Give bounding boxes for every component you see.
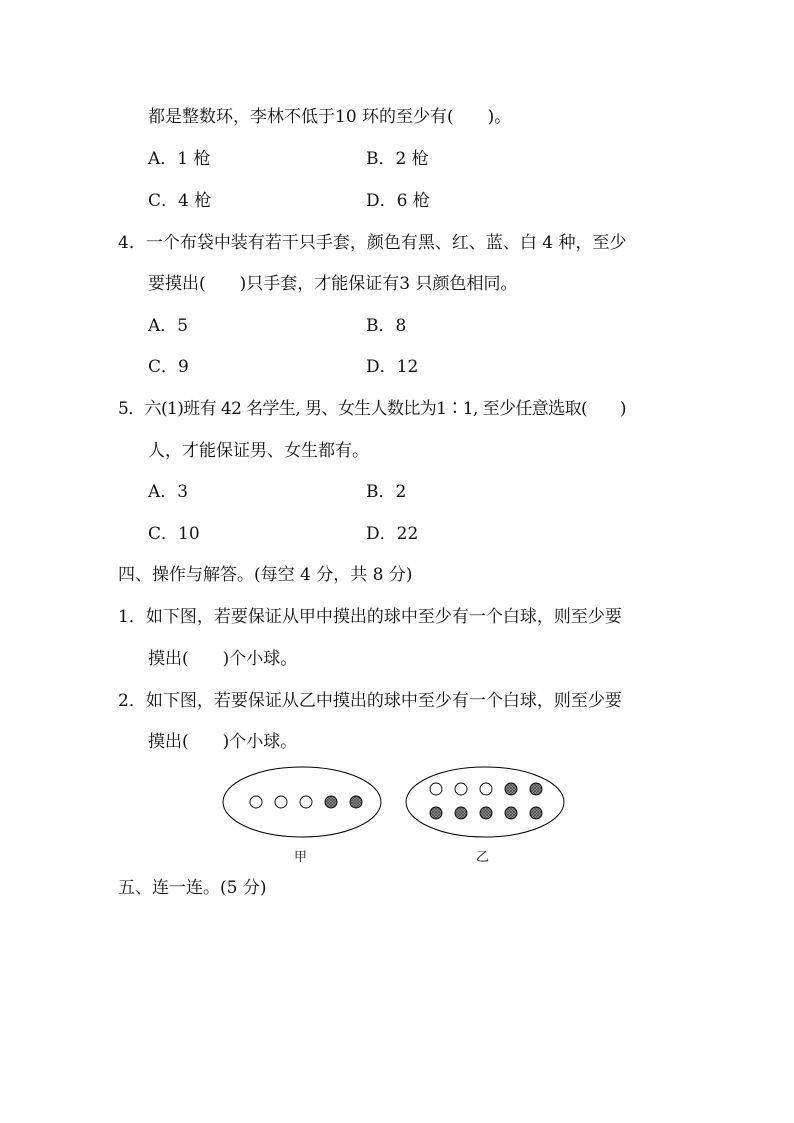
q3-option-c: C．4 枪 bbox=[148, 191, 212, 211]
s4-q2-line2: 摸出( )个小球。 bbox=[148, 732, 298, 752]
q4-line2: 要摸出( )只手套，才能保证有3 只颜色相同。 bbox=[148, 274, 518, 294]
bag-jia-label: 甲 bbox=[294, 850, 308, 865]
q3-continuation: 都是整数环，李林不低于10 环的至少有( )。 bbox=[148, 107, 512, 127]
q4-line1: 4．一个布袋中装有若干只手套，颜色有黑、红、蓝、白 4 种，至少 bbox=[118, 233, 627, 253]
q3-option-a: A．1 枪 bbox=[148, 149, 211, 169]
bag-yi-label: 乙 bbox=[476, 850, 490, 865]
q4-option-b: B．8 bbox=[366, 316, 407, 336]
s4-q1-line1: 1．如下图，若要保证从甲中摸出的球中至少有一个白球，则至少要 bbox=[118, 607, 622, 627]
s4-q2-line1: 2．如下图，若要保证从乙中摸出的球中至少有一个白球，则至少要 bbox=[118, 691, 622, 711]
gray-ball bbox=[505, 783, 517, 795]
white-ball bbox=[300, 796, 312, 808]
white-ball bbox=[250, 796, 262, 808]
section5-title: 五、连一连。(5 分) bbox=[118, 878, 267, 898]
gray-ball bbox=[455, 807, 467, 819]
gray-ball bbox=[325, 796, 337, 808]
white-ball bbox=[430, 783, 442, 795]
gray-ball bbox=[430, 807, 442, 819]
s4-q1-line2: 摸出( )个小球。 bbox=[148, 649, 298, 669]
q5-line2: 人，才能保证男、女生都有。 bbox=[148, 441, 369, 461]
q3-option-d: D．6 枪 bbox=[366, 191, 430, 211]
section4-title: 四、操作与解答。(每空 4 分，共 8 分) bbox=[118, 565, 413, 585]
q5-option-a: A．3 bbox=[148, 482, 189, 502]
q5-option-c: C．10 bbox=[148, 524, 200, 544]
gray-ball bbox=[480, 807, 492, 819]
ball-bags-svg bbox=[220, 764, 570, 874]
white-ball bbox=[480, 783, 492, 795]
q4-option-c: C．9 bbox=[148, 357, 189, 377]
q5-option-b: B．2 bbox=[366, 482, 407, 502]
bag-yi-outline bbox=[406, 767, 564, 837]
gray-ball bbox=[505, 807, 517, 819]
q5-option-d: D．22 bbox=[366, 524, 419, 544]
q4-option-a: A．5 bbox=[148, 316, 189, 336]
q4-option-d: D．12 bbox=[366, 357, 419, 377]
white-ball bbox=[455, 783, 467, 795]
q5-line1: 5．六(1)班有 42 名学生, 男、女生人数比为1∶1, 至少任意选取( ) bbox=[118, 399, 626, 419]
white-ball bbox=[275, 796, 287, 808]
gray-ball bbox=[530, 807, 542, 819]
gray-ball bbox=[350, 796, 362, 808]
q3-option-b: B．2 枪 bbox=[366, 149, 429, 169]
ball-bags-diagram bbox=[220, 764, 570, 874]
gray-ball bbox=[530, 783, 542, 795]
